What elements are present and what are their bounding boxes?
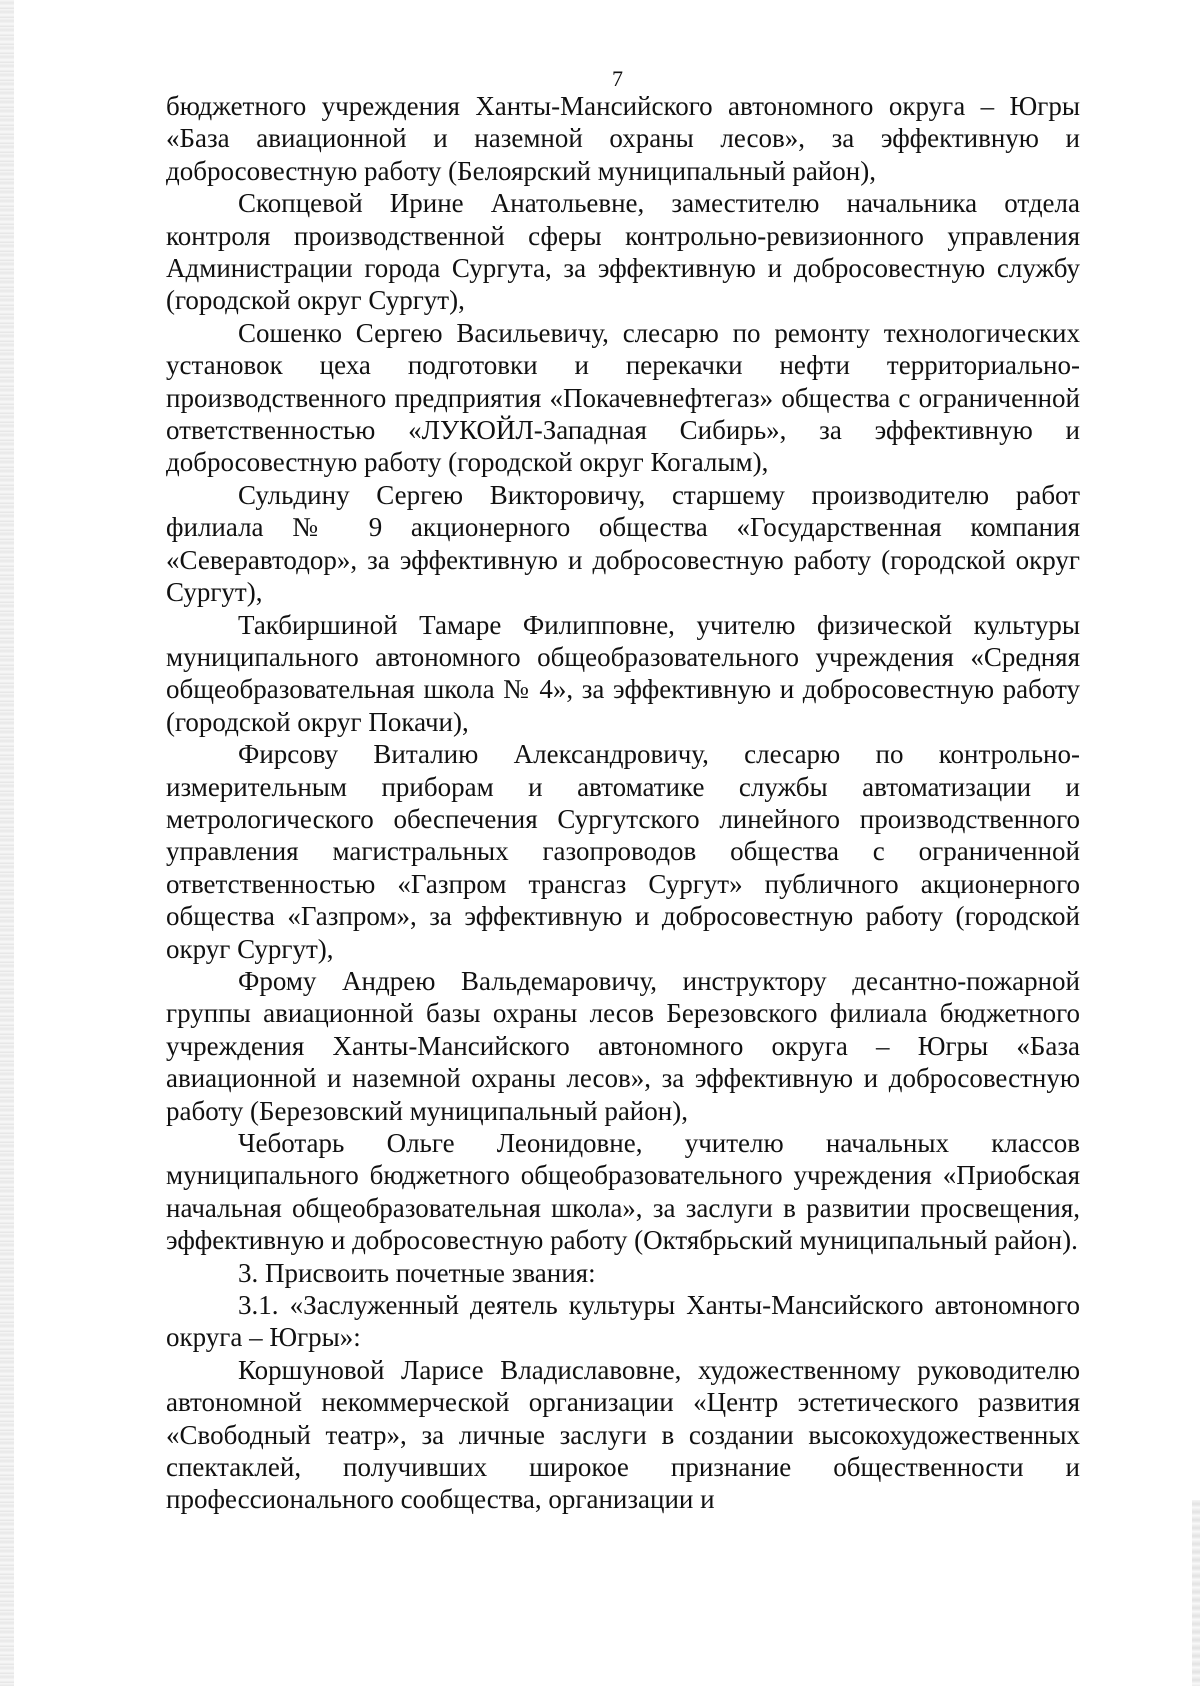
paragraph-korshunova: Коршуновой Ларисе Владиславовне, художественному руководителю автономной некоммерческой организации «Центр эстетического развития «Свободный театр», за личные заслуги в создании высокохудожественных спектаклей, получивших широкое признание общественности и профессионального сообщества, организации и xyxy=(166,1354,1080,1515)
paragraph-chebotar: Чеботарь Ольге Леонидовне, учителю начальных классов муниципального бюджетного общеобразовательного учреждения «Приобская начальная общеобразовательная школа», за заслуги в развитии просвещения, эффективную и добросовестную работу (Октябрьский муниципальный район). xyxy=(166,1128,1080,1256)
paragraph-takbirshina: Такбиршиной Тамаре Филипповне, учителю физической культуры муниципального автономного общеобразовательного учреждения «Средняя общеобразовательная школа № 4», за эффективную и добросовестную работу (городской округ Покачи), xyxy=(166,609,1080,737)
scan-edge-right xyxy=(1192,1500,1200,1686)
paragraph-suldin: Сульдину Сергею Викторовичу, старшему производителю работ филиала № 9 акционерного общества «Государственная компания «Северавтодор», за эффективную и добросовестную работу (городской округ Сургут), xyxy=(166,479,1080,608)
section-3-1-heading: 3.1. «Заслуженный деятель культуры Ханты-Мансийского автономного округа – Югры»: xyxy=(166,1290,1080,1353)
paragraph-from: Фрому Андрею Вальдемаровичу, инструктору десантно-пожарной группы авиационной базы охраны лесов Березовского филиала бюджетного учреждения Ханты-Мансийского автономного округа – Югры «База авиационной и наземной охраны лесов», за эффективную и добросовестную работу (Березовский муниципальный район), xyxy=(166,965,1080,1126)
paragraph-continuation: бюджетного учреждения Ханты-Мансийского автономного округа – Югры «База авиационной и наземной охраны лесов», за эффективную и добросовестную работу (Белоярский муниципальный район), xyxy=(166,91,1080,186)
section-3-heading: 3. Присвоить почетные звания: xyxy=(238,1257,596,1288)
paragraph-soshenko: Сошенко Сергею Васильевичу, слесарю по ремонту технологических установок цеха подготовки и перекачки нефти территориально-производственного предприятия «Покачевнефтегаз» общества с ограниченной ответственностью «ЛУКОЙЛ-Западная Сибирь», за эффективную и добросовестную работу (городской округ Когалым), xyxy=(166,317,1080,478)
paragraph-firsov: Фирсову Виталию Александровичу, слесарю по контрольно-измерительным приборам и автоматике службы автоматизации и метрологического обеспечения Сургутского линейного производственного управления магистральных газопроводов общества с ограниченной ответственностью «Газпром трансгаз Сургут» публичного акционерного общества «Газпром», за эффективную и добросовестную работу (городской округ Сургут), xyxy=(166,739,1080,964)
document-body xyxy=(166,90,1080,1516)
scan-edge-left xyxy=(0,0,14,1686)
page-number: 7 xyxy=(612,66,623,91)
paragraph-skoptseva: Скопцевой Ирине Анатольевне, заместителю начальника отдела контроля производственной сферы контрольно-ревизионного управления Администрации города Сургута, за эффективную и добросовестную службу (городской округ Сургут), xyxy=(166,188,1080,316)
